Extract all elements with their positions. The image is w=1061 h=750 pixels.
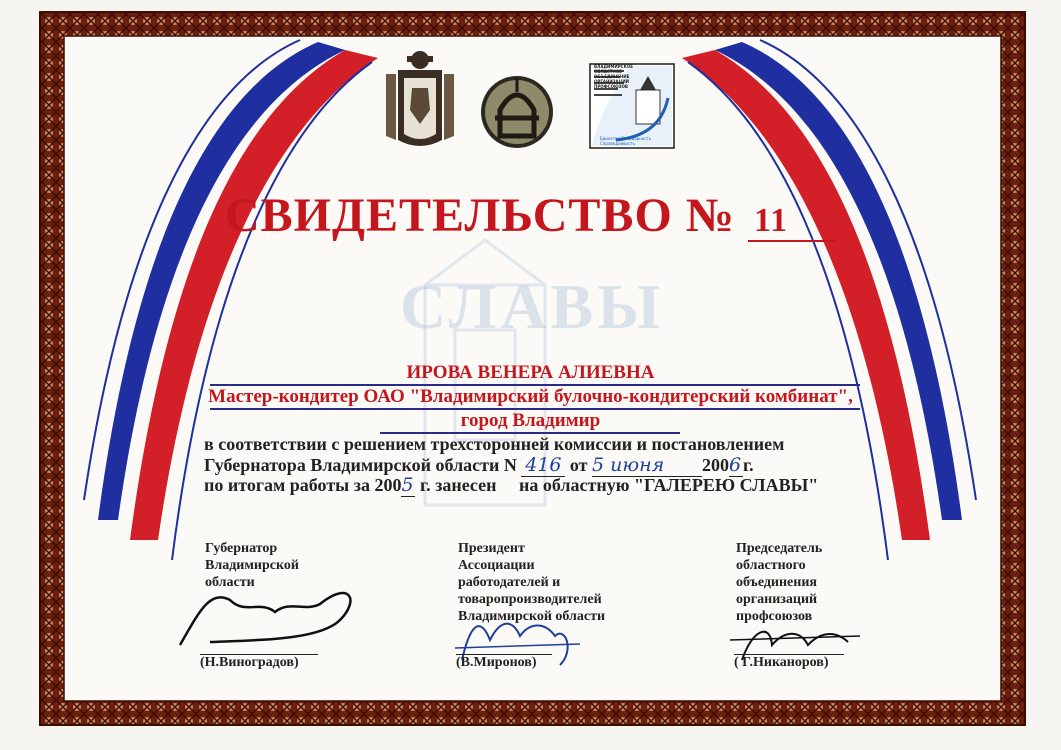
title-text: СВИДЕТЕЛЬСТВО № <box>224 189 736 242</box>
signatory-title-line: Владимирской <box>205 558 299 573</box>
signatory-title-line: областного <box>736 558 806 573</box>
union-motto: Единство Солидарность Справедливость <box>600 136 652 146</box>
year-digit: 6 <box>729 454 742 476</box>
gallery-text: на областную "ГАЛЕРЕЮ СЛАВЫ" <box>518 475 819 495</box>
signatory-title-line: Председатель <box>736 541 823 556</box>
union-logo-text: ВЛАДИМИРСКОЕ ОБЛАСТНОЕ ОБЪЕДИНЕНИЕ ОРГАНИЗАЦИЙ ПРОФСОЮЗОВ <box>594 64 633 89</box>
certificate-number: 11 <box>748 202 836 242</box>
recipient-city: город Владимир <box>460 410 601 431</box>
signatory-title-line: товаропроизводителей <box>458 592 602 607</box>
signatory-title-line: Президент <box>458 541 525 556</box>
signatory-title-line: работодателей и <box>458 575 561 590</box>
signatory-name-chairman: ( Г.Никаноров) <box>734 654 844 671</box>
work-year-digit: 5 <box>401 474 414 496</box>
signature-block-governor <box>205 540 299 591</box>
signatory-title-line: профсоюзов <box>736 609 813 624</box>
body-line-1: в соответствии с решением трехсторонней комиссии и постановлением <box>204 434 785 454</box>
work-year-prefix: по итогам работы за 200 <box>204 475 402 495</box>
recipient-name: ИРОВА ВЕНЕРА АЛИЕВНА <box>406 362 655 383</box>
year-prefix: 200 <box>702 455 729 475</box>
body-line-3 <box>204 474 818 497</box>
signatory-title-line: области <box>205 575 255 590</box>
watermark-text: СЛАВЫ <box>400 271 665 342</box>
entered-text: г. занесен <box>419 475 497 495</box>
signatory-title-line: Ассоциации <box>458 558 535 573</box>
from-word: от <box>569 455 588 475</box>
signatory-title-line: объединения <box>736 575 817 590</box>
signatory-name-governor: (Н.Виноградов) <box>200 654 318 671</box>
year-suffix: г. <box>743 455 754 475</box>
association-emblem-icon <box>481 76 553 148</box>
decree-date: 5 июня <box>592 454 702 477</box>
body-line-2-prefix: Губернатора Владимирской области N <box>204 455 517 475</box>
recipient-position: Мастер-кондитер ОАО "Владимирский булочно-кондитерский комбинат", <box>208 386 853 407</box>
signatory-name-president: (В.Миронов) <box>456 654 552 671</box>
signature-block-chairman <box>736 540 822 625</box>
decree-number: 416 <box>521 454 565 477</box>
signatory-title-line: Владимирской области <box>458 609 606 624</box>
signature-block-president <box>458 540 605 625</box>
certificate-title <box>0 188 1061 243</box>
signatory-title-line: организаций <box>736 592 818 607</box>
signatory-title-line: Губернатор <box>205 541 278 556</box>
